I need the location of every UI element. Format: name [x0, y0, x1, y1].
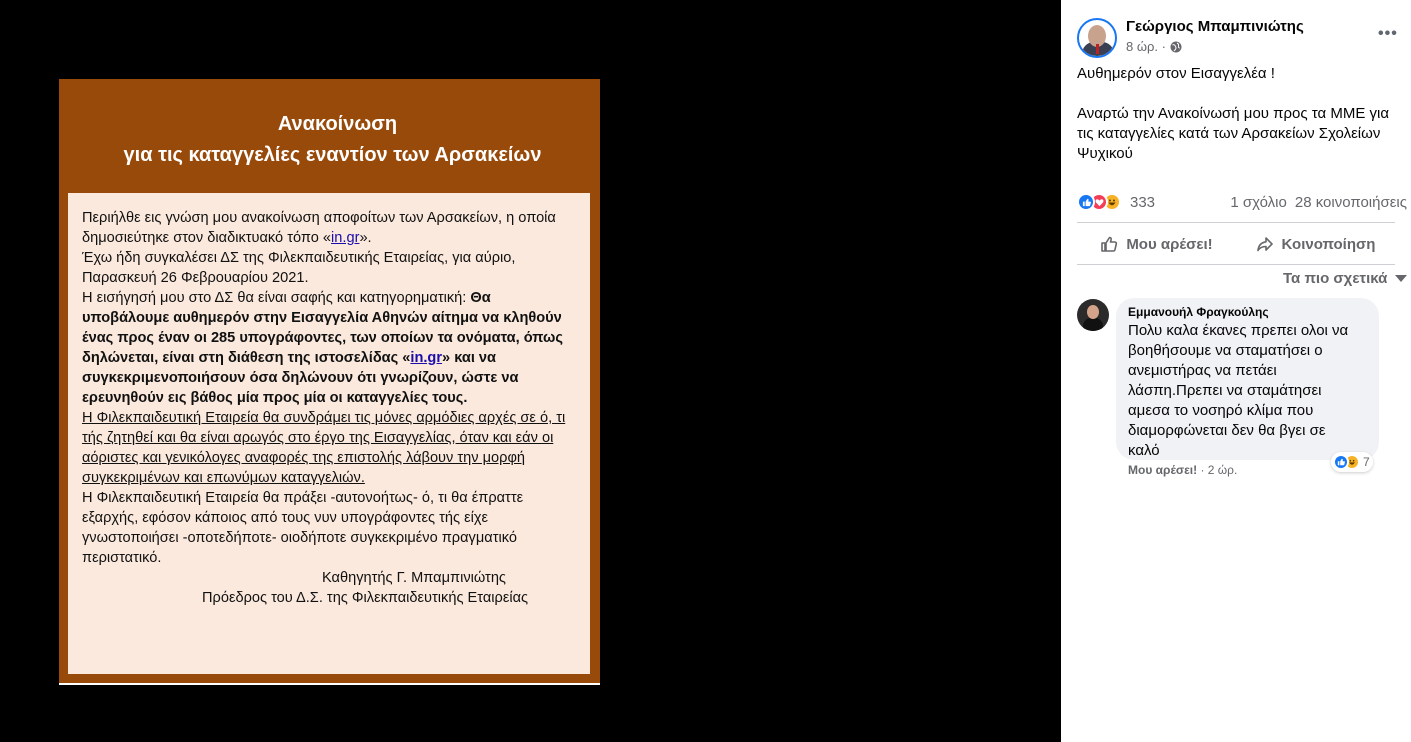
- share-count[interactable]: 28 κοινοποιήσεις: [1294, 193, 1407, 211]
- author-avatar[interactable]: [1077, 18, 1117, 58]
- more-options-icon[interactable]: •••: [1378, 25, 1398, 42]
- letter-paragraph-5: Η Φιλεκπαιδευτική Εταιρεία θα πράξει -αυτονοήτως- ό, τι θα έπραττε εξαρχής, εφόσον κάποιος από τους νυν υπογράφοντες τής είχε γνωστοποιήσει -οποτεδήποτε- οιοδήποτε συγκεκριμένο πραγματικό περιστατικό.: [82, 490, 524, 566]
- author-name[interactable]: Γεώργιος Μπαμπινιώτης: [1126, 18, 1304, 35]
- comment-count[interactable]: 1 σχόλιο: [1230, 193, 1287, 211]
- divider: [1077, 264, 1395, 265]
- comment-text: Πολυ καλα έκανες πρεπει ολοι να βοηθήσουμε να σταματήσει ο ανεμιστήρας να πετάει λάσπη.Πρεπει να σταμάτησει αμεσα το νοσηρό κλίμα που διαμορφώνεται δεν θα βγει σε καλό: [1128, 322, 1349, 459]
- post-actions: [1077, 230, 1395, 258]
- letter-link: in.gr: [410, 350, 443, 366]
- caption-line-1: Αυθημερόν στον Εισαγγελέα !: [1077, 65, 1275, 82]
- thumbs-up-icon: [1100, 235, 1118, 253]
- like-reaction-icon: [1333, 454, 1349, 470]
- post-panel: [1061, 0, 1411, 742]
- comment-bubble: [1116, 298, 1379, 460]
- like-button[interactable]: [1077, 230, 1236, 258]
- image-title: [59, 109, 600, 171]
- comment-reaction-count: 7: [1363, 455, 1370, 469]
- comment-time[interactable]: · 2 ώρ.: [1200, 463, 1238, 477]
- letter-paragraph-4: Η Φιλεκπαιδευτική Εταιρεία θα συνδράμει τις μόνες αρμόδιες αρχές σε ό, τι τής ζητηθεί και θα είναι αρωγός στο έργο της Εισαγγελίας, όταν και εάν οι αόριστες και γενικόλογες αναφορές της επιστολής λάβουν την μορφή συγκεκριμένων και επωνύμων καταγγελιών.: [82, 410, 566, 486]
- letter-paragraph-1: Περιήλθε εις γνώση μου ανακοίνωση αποφοίτων των Αρσακείων, η οποία δημοσιεύτηκε στον διαδικτυακό τόπο «in.gr».: [82, 210, 556, 246]
- globe-icon: [1170, 41, 1182, 53]
- share-button-label: Κοινοποίηση: [1281, 235, 1376, 253]
- caption-line-2: Αναρτώ την Ανακοίνωσή μου προς τα ΜΜΕ για τις καταγγελίες κατά των Αρσακείων Σχολείων Ψυχικού: [1077, 105, 1389, 162]
- letter-paragraph-2: Έχω ήδη συγκαλέσει ΔΣ της Φιλεκπαιδευτικής Εταιρείας, για αύριο, Παρασκευή 26 Φεβρουαρίου 2021.: [82, 250, 516, 286]
- image-title-line2: για τις καταγγελίες εναντίον των Αρσακείων: [123, 144, 542, 166]
- comment-sort-label: Τα πιο σχετικά: [1283, 270, 1388, 287]
- caret-down-icon: [1395, 275, 1407, 282]
- announcement-image[interactable]: [59, 79, 600, 685]
- share-button[interactable]: [1236, 230, 1395, 258]
- letter-link: in.gr: [331, 230, 360, 246]
- divider: [1077, 222, 1395, 223]
- announcement-letter: [68, 193, 590, 674]
- post-time[interactable]: 8 ώρ. ·: [1126, 39, 1166, 54]
- like-reaction-icon: [1077, 193, 1095, 211]
- share-icon: [1256, 235, 1274, 253]
- post-caption: [1077, 64, 1405, 164]
- image-title-line1: Ανακοίνωση: [277, 113, 398, 135]
- comment-reactions[interactable]: [1331, 452, 1373, 472]
- reactions-bar: [1077, 190, 1407, 214]
- like-button-label: Μου αρέσει!: [1126, 235, 1213, 253]
- comment-like-link[interactable]: Μου αρέσει!: [1128, 463, 1198, 477]
- letter-signature-name: Καθηγητής Γ. Μπαμπινιώτης: [322, 570, 506, 586]
- comment-meta: [1128, 463, 1237, 477]
- commenter-name[interactable]: Εμμανουήλ Φραγκούλης: [1128, 305, 1269, 319]
- comment-sort-dropdown[interactable]: [1283, 270, 1407, 287]
- letter-paragraph-3: Η εισήγησή μου στο ΔΣ θα είναι σαφής και κατηγορηματική: Θα υποβάλουμε αυθημερόν στην Εισαγγελία Αθηνών αίτημα να κληθούν ένας προς έναν οι 285 υπογράφοντες, των οποίων τα ονόματα, όπως δηλώνεται, είναι στη διάθεση της ιστοσελίδας «in.gr» και να συγκεκριμενοποιήσουν όσα δηλώνουν ότι γνωρίζουν, ώστε να ερευνηθούν εις βάθος μία προς μία οι καταγγελίες τους.: [82, 290, 563, 406]
- reaction-count[interactable]: 333: [1130, 193, 1156, 211]
- post-meta: [1126, 39, 1182, 54]
- commenter-avatar[interactable]: [1077, 299, 1109, 331]
- letter-signature-title: Πρόεδρος του Δ.Σ. της Φιλεκπαιδευτικής Εταιρείας: [202, 590, 529, 606]
